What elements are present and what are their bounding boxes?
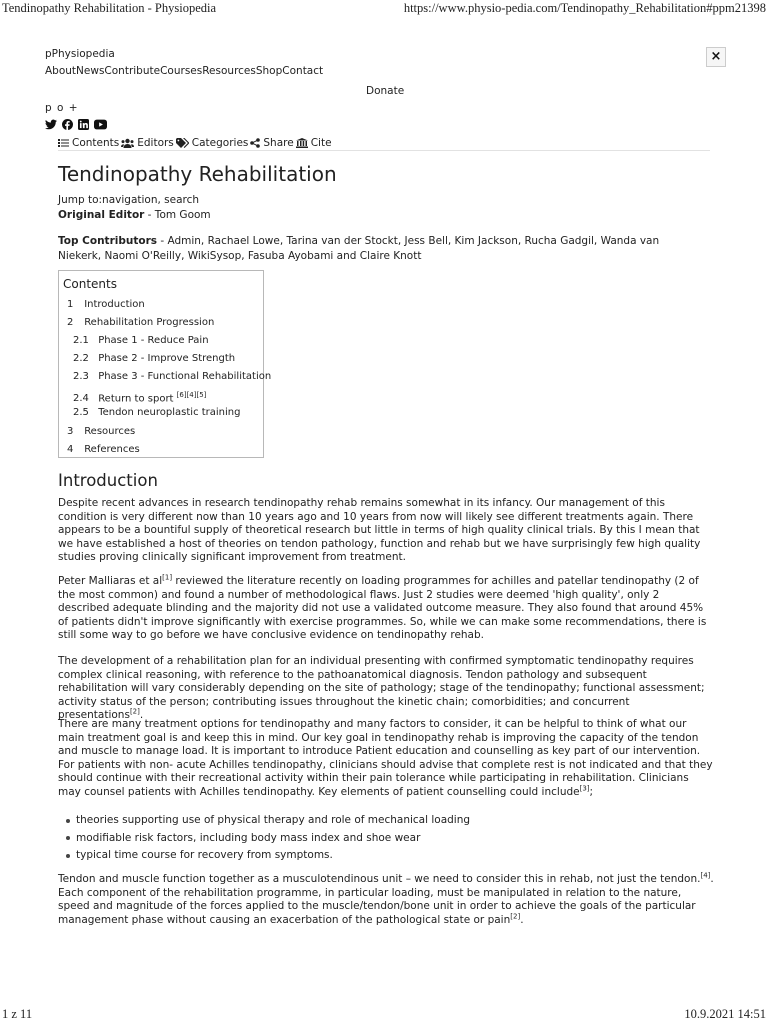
list-item-text: theories supporting use of physical therapy and role of mechanical loading <box>76 814 471 827</box>
cite-label: Cite <box>310 136 332 149</box>
site-logo[interactable]: pPhysiopedia <box>45 48 115 60</box>
toc-item-resources[interactable] <box>63 423 263 441</box>
toc-number: 2.4 <box>73 393 89 405</box>
share-button[interactable] <box>250 137 293 149</box>
page-title: Tendinopathy Rehabilitation <box>58 162 337 186</box>
main-nav <box>45 65 323 77</box>
list-item <box>66 830 470 848</box>
toc-item-phase-2[interactable] <box>63 350 263 368</box>
list-item <box>66 847 470 865</box>
page-actions-bar <box>58 135 710 151</box>
paragraph-text: There are many treatment options for tendinopathy and many factors to consider, it can be helpful to think of what our main treatment goal is and keep this in mind. Our key goal in tendinopathy rehab is improving the capacity of the tendon and muscle to manage load. It is important to introduce Patient education and counselling as key part of our intervention. For patients with non- acute Achilles tendinopathy, clinicians should advise that complete rest is not indicated and that they should continue with their recreational activity within their pain tolerance while participating in rehabilitation. Clinicians may counsel patients with Achilles tendinopathy. Key elements of patient counselling could include <box>58 718 713 798</box>
intro-paragraph-5 <box>58 873 714 927</box>
editors-button[interactable] <box>121 137 174 149</box>
twitter-icon[interactable] <box>45 119 57 130</box>
toc-number: 2.1 <box>73 335 89 346</box>
paragraph-text: ; <box>589 785 594 798</box>
institution-icon <box>296 138 308 148</box>
original-editor-name[interactable]: - Tom Goom <box>144 209 211 221</box>
toc-item-phase-3[interactable] <box>63 368 272 386</box>
print-timestamp: 10.9.2021 14:51 <box>684 1007 766 1021</box>
toc-number: 4 <box>67 444 74 455</box>
toc-label: Return to sport <box>98 393 177 405</box>
bullet-icon <box>66 836 70 840</box>
print-header <box>0 0 768 16</box>
list-item-text: modifiable risk factors, including body mass index and shoe wear <box>76 831 421 844</box>
toc-label: Phase 2 - Improve Strength <box>98 353 236 364</box>
original-editor <box>58 209 211 221</box>
users-icon <box>121 138 134 148</box>
share-label: Share <box>263 136 294 149</box>
toc-number: 3 <box>67 426 74 437</box>
header-tools[interactable]: p o + <box>45 102 79 114</box>
list-item <box>66 812 470 830</box>
list-icon <box>58 138 69 148</box>
top-contributors-names[interactable]: - Admin, Rachael Lowe, Tarina van der Stockt, Jess Bell, Kim Jackson, Rucha Gadgil, Wanda van Niekerk, Naomi O'Reilly, WikiSysop, Fasuba Ayobami and Claire Knott <box>58 235 660 262</box>
nav-contact[interactable]: Contact <box>282 65 324 77</box>
print-footer <box>0 1008 768 1024</box>
paragraph-text: . <box>139 709 144 721</box>
toc-item-introduction[interactable] <box>63 296 263 314</box>
bullet-icon <box>66 854 70 858</box>
categories-button[interactable] <box>176 137 249 149</box>
nav-courses[interactable]: Courses <box>160 65 203 77</box>
nav-news[interactable]: News <box>76 65 105 77</box>
tags-icon <box>176 138 189 148</box>
toc-label: Phase 3 - Functional Rehabilitation <box>98 371 272 382</box>
intro-paragraph-1: Despite recent advances in research tendinopathy rehab remains somewhat in its infancy. Our management of this condition is very different now than 10 years ago and 10 years from now will likely see different treatments again. There appears to be a bountiful supply of theoretical research but little in terms of high quality clinical trials. By this I mean that we have established a host of theories on tendon pathology, function and rehab but we have surprisingly few high quality studies proving clinically significant improvement from treatment. <box>58 497 701 563</box>
paragraph-text: The development of a rehabilitation plan for an individual presenting with confirmed symptomatic tendinopathy requires complex clinical reasoning, with reference to the pathoanatomical diagnosis. Tendon pathology and subsequent rehabilitation will vary considerably depending on the site of pathology; stage of the tendinopathy; functional assessment; activity status of the person; contributing issues throughout the kinetic chain; comorbidities; and concurrent presentations <box>58 655 705 721</box>
youtube-icon[interactable] <box>94 119 107 130</box>
original-editor-label: Original Editor <box>58 209 145 221</box>
intro-paragraph-2 <box>58 575 714 643</box>
share-icon <box>250 138 260 148</box>
reference-link[interactable]: [2] <box>129 707 140 716</box>
toc-label: Phase 1 - Reduce Pain <box>98 335 209 346</box>
toc-item-phase-1[interactable] <box>63 332 263 350</box>
toc-label: Resources <box>84 426 136 437</box>
toc-number: 2.2 <box>73 353 89 364</box>
paragraph-text: Peter Malliaras et al <box>58 575 163 587</box>
print-page-title: Tendinopathy Rehabilitation - Physiopedia <box>2 1 217 15</box>
toc-label: References <box>84 444 140 455</box>
cite-button[interactable] <box>296 137 332 149</box>
nav-resources[interactable]: Resources <box>202 65 256 77</box>
counselling-list <box>66 812 470 865</box>
list-item-text: typical time course for recovery from symptoms. <box>76 849 333 862</box>
toc-item-return-to-sport[interactable] <box>63 386 263 404</box>
toc-reference: [6][4][5] <box>176 391 207 399</box>
paragraph-text: reviewed the literature recently on loading programmes for achilles and patellar tendinopathy (2 of the most common) and found a number of methodological flaws. Just 2 studies were deemed 'high quality', only 2 described adequate blinding and the majority did not use a validated outcome measure. They also found that around 45% of patients didn't improve significantly with exercise programmes. So, while we can make some recommendations, there is still some way to go before we have conclusive evidence on tendinopathy rehab. <box>58 575 707 641</box>
toc-number: 2.5 <box>73 407 89 418</box>
toc-label: Introduction <box>84 299 145 310</box>
reference-link[interactable]: [2] <box>510 912 521 920</box>
reference-link[interactable]: [1] <box>162 573 173 582</box>
paragraph-text: . <box>520 913 524 926</box>
bullet-icon <box>66 819 70 823</box>
editors-label: Editors <box>137 136 174 149</box>
nav-shop[interactable]: Shop <box>255 65 283 77</box>
facebook-icon[interactable] <box>62 119 73 130</box>
toc-item-references[interactable] <box>63 441 263 459</box>
paragraph-text: . Each component of the rehabilitation programme, in particular loading, must be manipulated in relation to the nature, speed and magnitude of the forces applied to the muscle/tendon/bone unit in order to achieve the goals of the particular management phase without causing an exacerbation of the pathological state or pain <box>58 873 714 926</box>
contents-label: Contents <box>72 136 120 149</box>
categories-label: Categories <box>191 136 249 149</box>
toc-label: Tendon neuroplastic training <box>98 407 241 418</box>
nav-contribute[interactable]: Contribute <box>104 65 161 77</box>
site-header <box>45 48 323 77</box>
toc-number: 2.3 <box>73 371 89 382</box>
social-links <box>45 119 107 130</box>
intro-paragraph-3 <box>58 655 714 723</box>
section-heading-introduction: Introduction <box>58 471 158 490</box>
table-of-contents <box>58 270 272 458</box>
print-url: https://www.physio-pedia.com/Tendinopathy_Rehabilitation#ppm21398 <box>403 1 766 15</box>
jump-to-links[interactable]: Jump to:navigation, search <box>58 194 200 206</box>
toc-number: 1 <box>67 299 74 310</box>
nav-about[interactable]: About <box>45 65 77 77</box>
intro-paragraph-4 <box>58 718 714 799</box>
donate-link[interactable]: Donate <box>366 85 405 97</box>
reference-link[interactable]: [4] <box>700 871 711 880</box>
close-button[interactable]: × <box>706 47 726 67</box>
contents-button[interactable] <box>58 137 119 149</box>
toc-label: Rehabilitation Progression <box>84 317 215 328</box>
toc-number: 2 <box>67 317 74 328</box>
toc-title: Contents <box>63 277 117 291</box>
toc-item-neuroplastic-training[interactable] <box>63 404 263 422</box>
linkedin-icon[interactable] <box>78 119 89 130</box>
top-contributors-label: Top Contributors <box>58 235 157 247</box>
reference-link[interactable]: [3] <box>579 784 590 792</box>
paragraph-text: Tendon and muscle function together as a musculotendinous unit – we need to consider this in rehab, not just the tendon. <box>58 873 701 885</box>
print-page-number: 1 z 11 <box>2 1007 33 1021</box>
top-contributors <box>58 234 698 263</box>
toc-item-rehabilitation-progression[interactable] <box>63 314 263 332</box>
